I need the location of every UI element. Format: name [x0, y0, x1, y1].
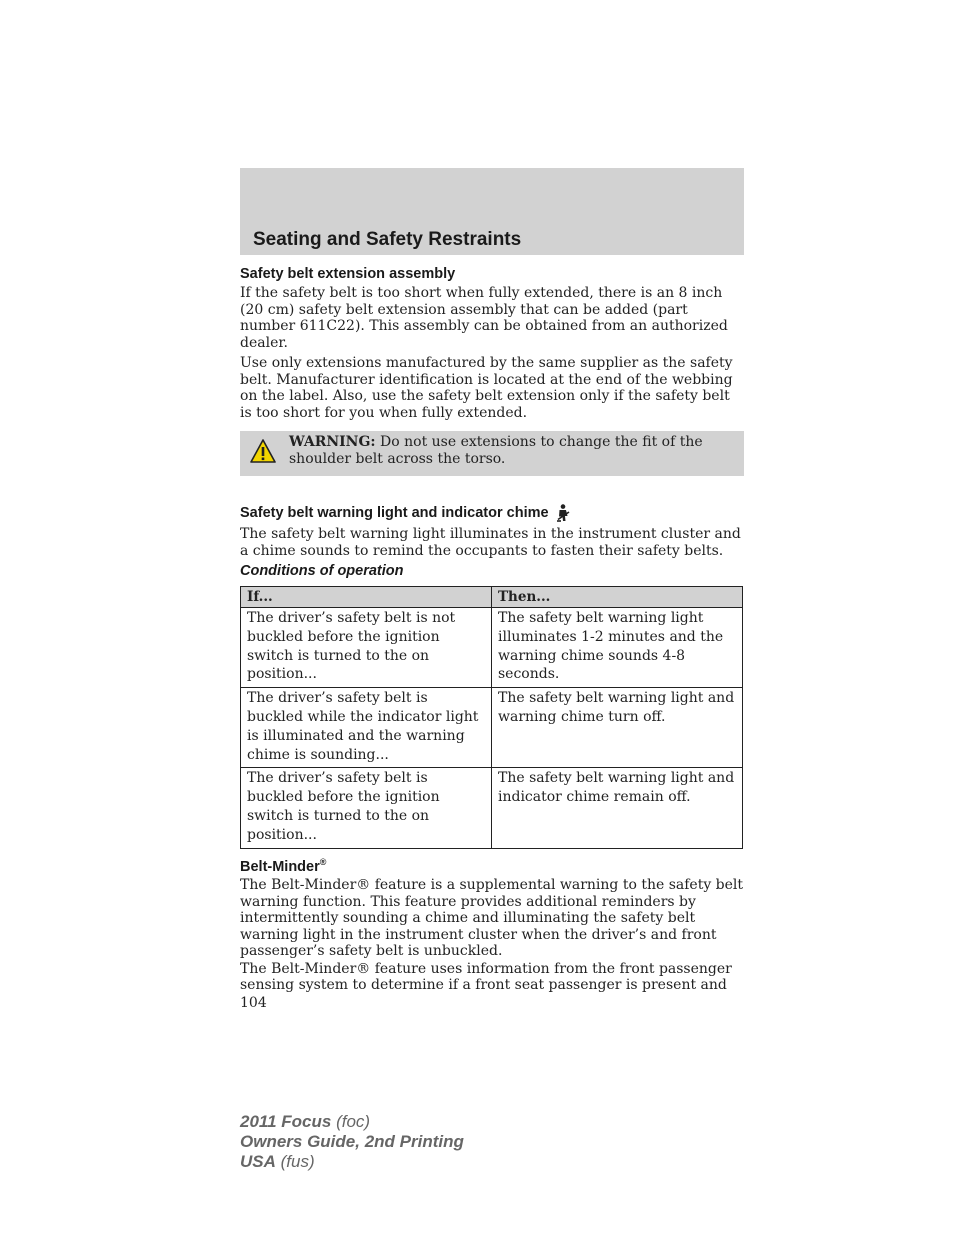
footer-line-model	[240, 1112, 464, 1132]
table-cell: The safety belt warning light and warning chime turn off.	[492, 688, 743, 768]
section-title: Seating and Safety Restraints	[253, 229, 522, 250]
footer-model: 2011 Focus	[240, 1112, 332, 1131]
registered-mark: ®	[319, 856, 327, 867]
document-footer	[240, 1112, 464, 1172]
table-header-then: Then...	[492, 587, 743, 608]
warning-triangle-icon	[249, 438, 277, 464]
paragraph-warning-light: The safety belt warning light illuminates in the instrument cluster and a chime sounds to remind the occupants to fasten their safety belts.	[240, 526, 741, 559]
heading-extension-assembly: Safety belt extension assembly	[240, 266, 456, 282]
page-content	[240, 266, 744, 1015]
footer-model-code: (foc)	[331, 1112, 371, 1131]
heading-belt-minder	[240, 857, 744, 875]
heading-warning-light: Safety belt warning light and indicator chime	[240, 505, 549, 521]
table-cell: The safety belt warning light and indicator chime remain off.	[492, 768, 743, 848]
footer-market: USA	[240, 1152, 276, 1171]
paragraph-belt-minder-2: The Belt-Minder® feature uses information from the front passenger sensing system to determine if a front seat passenger is present and	[240, 960, 732, 994]
footer-guide: Owners Guide, 2nd Printing	[240, 1132, 464, 1151]
conditions-table	[240, 586, 743, 849]
paragraph-extension-2: Use only extensions manufactured by the same supplier as the safety belt. Manufacturer identification is located at the end of the webbing on the label. Also, use the safety belt extension only if the safety belt is too short for you when fully extended.	[240, 355, 733, 421]
table-header-row	[241, 587, 743, 608]
table-cell: The driver’s safety belt is buckled before the ignition switch is turned to the on position...	[241, 768, 492, 848]
table-row	[241, 688, 743, 768]
paragraph-belt-minder-1: The Belt-Minder® feature is a supplemental warning to the safety belt warning function. This feature provides additional reminders by intermittently sounding a chime and illuminating the safety belt warning light in the instrument cluster when the driver’s and front passenger’s safety belt is unbuckled.	[240, 877, 744, 960]
page-number: 104	[240, 994, 267, 1011]
seatbelt-person-icon	[555, 504, 571, 522]
belt-minder-title: Belt-Minder	[240, 858, 320, 875]
heading-warning-light-row	[240, 504, 744, 522]
warning-message: Do not use extensions to change the fit of the shoulder belt across the torso.	[289, 434, 703, 467]
section-header-band	[240, 168, 744, 255]
table-cell: The driver’s safety belt is not buckled before the ignition switch is turned to the on position...	[241, 608, 492, 688]
warning-text	[289, 434, 736, 467]
warning-box	[240, 431, 744, 476]
table-cell: The driver’s safety belt is buckled while the indicator light is illuminated and the warning chime is sounding...	[241, 688, 492, 768]
footer-line-market	[240, 1152, 464, 1172]
table-header-if: If...	[241, 587, 492, 608]
footer-line-guide	[240, 1132, 464, 1152]
paragraph-extension-1: If the safety belt is too short when fully extended, there is an 8 inch (20 cm) safety belt extension assembly that can be added (part number 611C22). This assembly can be obtained from an authorized dealer.	[240, 285, 728, 351]
table-row	[241, 608, 743, 688]
heading-conditions: Conditions of operation	[240, 563, 404, 579]
footer-market-code: (fus)	[275, 1152, 315, 1171]
warning-label: WARNING:	[289, 434, 376, 450]
table-cell: The safety belt warning light illuminates 1-2 minutes and the warning chime sounds 4-8 seconds.	[492, 608, 743, 688]
table-row	[241, 768, 743, 848]
